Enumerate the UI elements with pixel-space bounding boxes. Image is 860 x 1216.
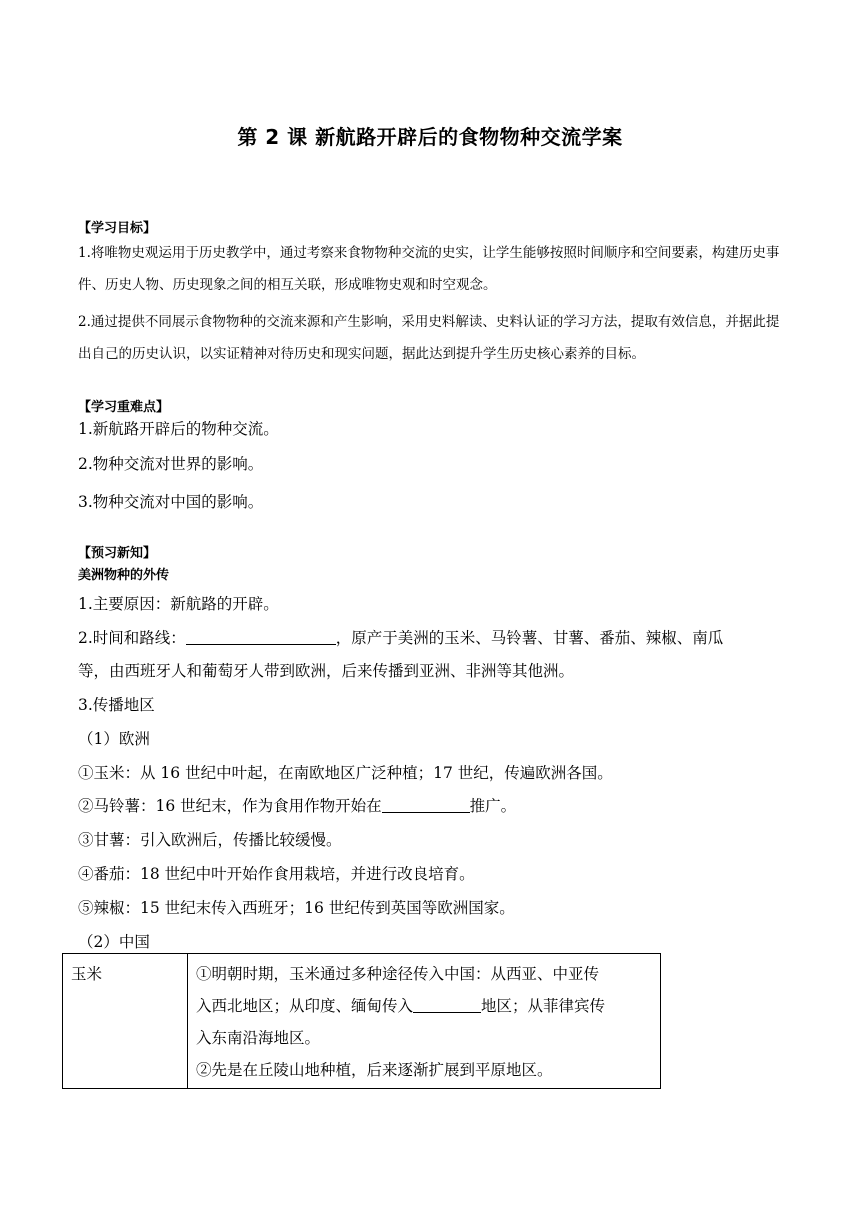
table-row [63, 954, 661, 1089]
preview-heading: 【预习新知】 [78, 546, 157, 561]
page-title: 第 2 课 新航路开辟后的食物物种交流学案 [237, 125, 623, 149]
goals-paragraph-1: 1.将唯物史观运用于历史教学中，通过考察来食物物种交流的史实，让学生能够按照时间顺序和空间要素，构建历史事件、历史人物、历史现象之间的相互关联，形成唯物史观和时空观念。 [78, 245, 780, 293]
route-prefix: 2.时间和路线： [78, 629, 186, 647]
description-line [196, 990, 652, 1022]
description-cell [188, 954, 661, 1089]
china-corn-table [62, 953, 661, 1089]
description-line: ①明朝时期，玉米通过多种途径传入中国：从西亚、中亚传 [196, 965, 600, 983]
region-blank[interactable] [413, 997, 481, 1014]
potato-blank[interactable] [382, 797, 470, 814]
keypoint-item: 3.物种交流对中国的影响。 [78, 493, 264, 511]
route-blank[interactable] [186, 629, 336, 646]
europe-item-tomato: ④番茄：18 世纪中叶开始作食用栽培，并进行改良培育。 [78, 865, 475, 883]
keypoints-heading: 【学习重难点】 [78, 400, 170, 415]
crop-cell: 玉米 [63, 954, 188, 1089]
potato-prefix: ②马铃薯：16 世纪末，作为食用作物开始在 [78, 797, 382, 815]
keypoint-item: 1.新航路开辟后的物种交流。 [78, 420, 279, 438]
description-line: 入东南沿海地区。 [196, 1029, 321, 1047]
description-line: ②先是在丘陵山地种植，后来逐渐扩展到平原地区。 [196, 1061, 553, 1079]
spread-heading: 3.传播地区 [78, 696, 155, 714]
europe-item-corn: ①玉米：从 16 世纪中叶起，在南欧地区广泛种植；17 世纪，传遍欧洲各国。 [78, 764, 613, 782]
reason-line: 1.主要原因：新航路的开辟。 [78, 595, 279, 613]
europe-label: （1）欧洲 [78, 730, 150, 748]
potato-suffix: 推广。 [469, 797, 517, 815]
route-line-2: 等，由西班牙人和葡萄牙人带到欧洲，后来传播到亚洲、非洲等其他洲。 [78, 662, 575, 680]
line-suffix: 地区；从菲律宾传 [481, 997, 606, 1015]
line-prefix: 入西北地区；从印度、缅甸传入 [196, 997, 414, 1015]
europe-item-pepper: ⑤辣椒：15 世纪末传入西班牙；16 世纪传到英国等欧洲国家。 [78, 899, 515, 917]
europe-item-potato [78, 794, 516, 816]
europe-item-sweetpotato: ③甘薯：引入欧洲后，传播比较缓慢。 [78, 831, 342, 849]
china-label: （2）中国 [78, 933, 150, 951]
route-suffix: ，原产于美洲的玉米、马铃薯、甘薯、番茄、辣椒、南瓜 [335, 629, 724, 647]
route-line [78, 626, 723, 648]
preview-subheading: 美洲物种的外传 [78, 568, 170, 583]
goals-paragraph-2: 2.通过提供不同展示食物物种的交流来源和产生影响，采用史料解读、史料认证的学习方法，提取有效信息，并据此提出自己的历史认识，以实证精神对待历史和现实问题，据此达到提升学生历史核心素养的目标。 [78, 314, 780, 362]
goals-heading: 【学习目标】 [78, 221, 157, 236]
keypoint-item: 2.物种交流对世界的影响。 [78, 455, 264, 473]
